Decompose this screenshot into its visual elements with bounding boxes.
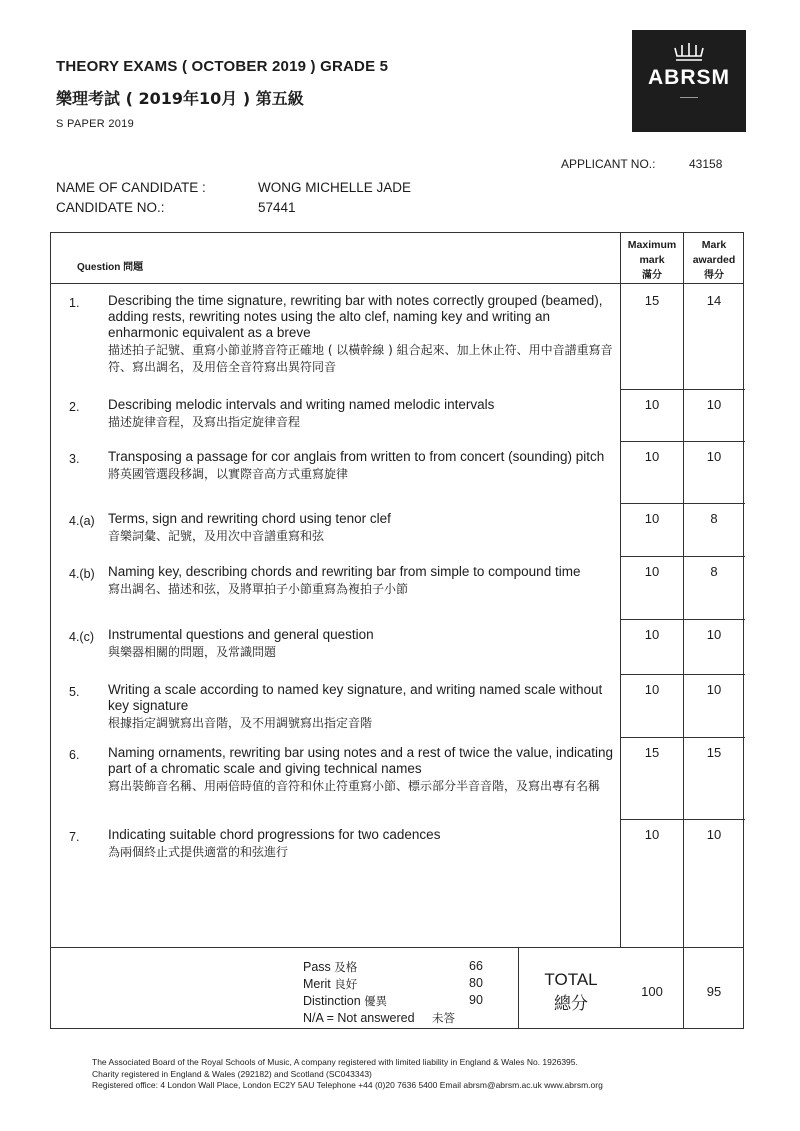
mark-awarded: 10 — [706, 449, 722, 464]
applicant-number — [561, 157, 723, 171]
exam-title-chinese: 樂理考試 ( 2019年10月 ) 第五級 — [56, 89, 304, 108]
question-description: Naming key, describing chords and rewriting bar from simple to compound time 寫出調名、描述和弦，及將單拍子小節重寫為複拍子小節 — [108, 564, 581, 596]
grade-distinction: Distinction 優異 — [303, 994, 388, 1008]
grade-pass: Pass 及格 — [303, 960, 358, 974]
grade-merit-value: 80 — [469, 976, 483, 990]
logo-text: ABRSM — [648, 66, 730, 89]
total-row — [51, 947, 743, 1029]
grade-merit: Merit 良好 — [303, 977, 358, 991]
maximum-mark: 10 — [644, 397, 660, 412]
question-description: Transposing a passage for cor anglais from written to from concert (sounding) pitch 將英國管選段移調，以實際音高方式重寫旋律 — [108, 449, 605, 481]
candidate-number-label: CANDIDATE NO.: — [56, 200, 165, 215]
maximum-mark: 10 — [644, 564, 660, 579]
total-label: TOTAL 總分 — [544, 970, 598, 1014]
row-divider — [620, 503, 745, 504]
mark-awarded: 10 — [706, 627, 722, 642]
applicant-label: APPLICANT NO.: — [561, 157, 656, 171]
marks-table — [50, 232, 744, 1029]
maximum-mark: 10 — [644, 449, 660, 464]
question-description: Describing melodic intervals and writing named melodic intervals 描述旋律音程，及寫出指定旋律音程 — [108, 397, 495, 429]
maximum-mark: 10 — [644, 627, 660, 642]
question-description: Indicating suitable chord progressions for two cadences 為兩個終止式提供適當的和弦進行 — [108, 827, 441, 859]
logo-rule — [680, 97, 698, 98]
exam-title-english: THEORY EXAMS ( OCTOBER 2019 ) GRADE 5 — [56, 58, 389, 75]
mark-awarded: 14 — [706, 293, 722, 308]
question-description: Naming ornaments, rewriting bar using notes and a rest of twice the value, indicating part of a chromatic scale and giving technical names 寫出裝飾音名稱、用兩倍時值的音符和休止符重寫小節、標示部分半音音階，及寫出專有名稱 — [108, 745, 614, 793]
abrsm-logo — [632, 30, 746, 132]
question-number: 1. — [69, 296, 80, 310]
crown-icon — [672, 42, 706, 62]
maximum-mark: 10 — [644, 827, 660, 842]
maximum-mark: 10 — [644, 511, 660, 526]
applicant-value: 43158 — [689, 157, 723, 171]
mark-awarded-header: Mark awarded 得分 — [692, 239, 736, 281]
candidate-name-value: WONG MICHELLE JADE — [258, 180, 412, 195]
grade-not-answered: N/A = Not answered 未答 — [303, 1011, 456, 1025]
question-description: Terms, sign and rewriting chord using tenor clef 音樂詞彙、記號，及用次中音譜重寫和弦 — [108, 511, 391, 543]
question-description: Writing a scale according to named key signature, and writing named scale without key signature 根據指定調號寫出音階，及不用調號寫出指定音階 — [108, 682, 603, 730]
mark-awarded: 15 — [706, 745, 722, 760]
question-number: 7. — [69, 830, 80, 844]
question-number: 4.(a) — [69, 514, 95, 528]
paper-label: S PAPER 2019 — [56, 118, 134, 130]
mark-awarded: 8 — [710, 511, 718, 526]
question-description: Describing the time signature, rewriting bar with notes correctly grouped (beamed), adding rests, rewriting notes using the alto clef, naming key and writing an enharmonic equivalent as a breve 描述拍子記號、重寫小節並將音符正確地 ( 以橫幹線 ) 組合起來、加上休止符、用中音譜重寫音符、寫出調名，及用倍全音符寫出異符同音 — [108, 293, 613, 374]
question-number: 6. — [69, 748, 80, 762]
row-divider — [620, 819, 745, 820]
grade-distinction-value: 90 — [469, 993, 483, 1007]
maximum-mark-header: Maximum mark 滿分 — [627, 239, 677, 281]
mark-awarded: 8 — [710, 564, 718, 579]
candidate-number — [56, 200, 296, 215]
question-number: 4.(b) — [69, 567, 95, 581]
question-header: Question 問題 — [77, 262, 144, 273]
question-number: 2. — [69, 400, 80, 414]
grade-pass-value: 66 — [469, 959, 483, 973]
row-divider — [620, 737, 745, 738]
total-awarded: 95 — [706, 984, 722, 999]
mark-awarded: 10 — [706, 827, 722, 842]
maximum-mark: 10 — [644, 682, 660, 697]
candidate-name — [56, 180, 412, 195]
question-number: 5. — [69, 685, 80, 699]
question-number: 3. — [69, 452, 80, 466]
mark-awarded: 10 — [706, 682, 722, 697]
row-divider — [620, 674, 745, 675]
row-divider — [620, 619, 745, 620]
row-divider — [620, 441, 745, 442]
candidate-name-label: NAME OF CANDIDATE : — [56, 180, 206, 195]
question-description: Instrumental questions and general question 與樂器相關的問題，及常識問題 — [108, 627, 374, 659]
question-number: 4.(c) — [69, 630, 94, 644]
footer: The Associated Board of the Royal Schools of Music, A company registered with limited liability in England & Wales No. 1926395. Charity registered in England & Wales (292182) and Scotland (SC043343) Registered office: 4 London Wall Place, London EC2Y 5AU Telephone +44 (0)20 7636 5400 Email abrsm@abrsm.ac.uk www.abrsm.org — [92, 1057, 603, 1090]
total-maximum: 100 — [641, 984, 663, 999]
row-divider — [51, 283, 743, 284]
candidate-number-value: 57441 — [258, 200, 296, 215]
row-divider — [620, 389, 745, 390]
mark-awarded: 10 — [706, 397, 722, 412]
row-divider — [620, 556, 745, 557]
maximum-mark: 15 — [644, 293, 660, 308]
maximum-mark: 15 — [644, 745, 660, 760]
